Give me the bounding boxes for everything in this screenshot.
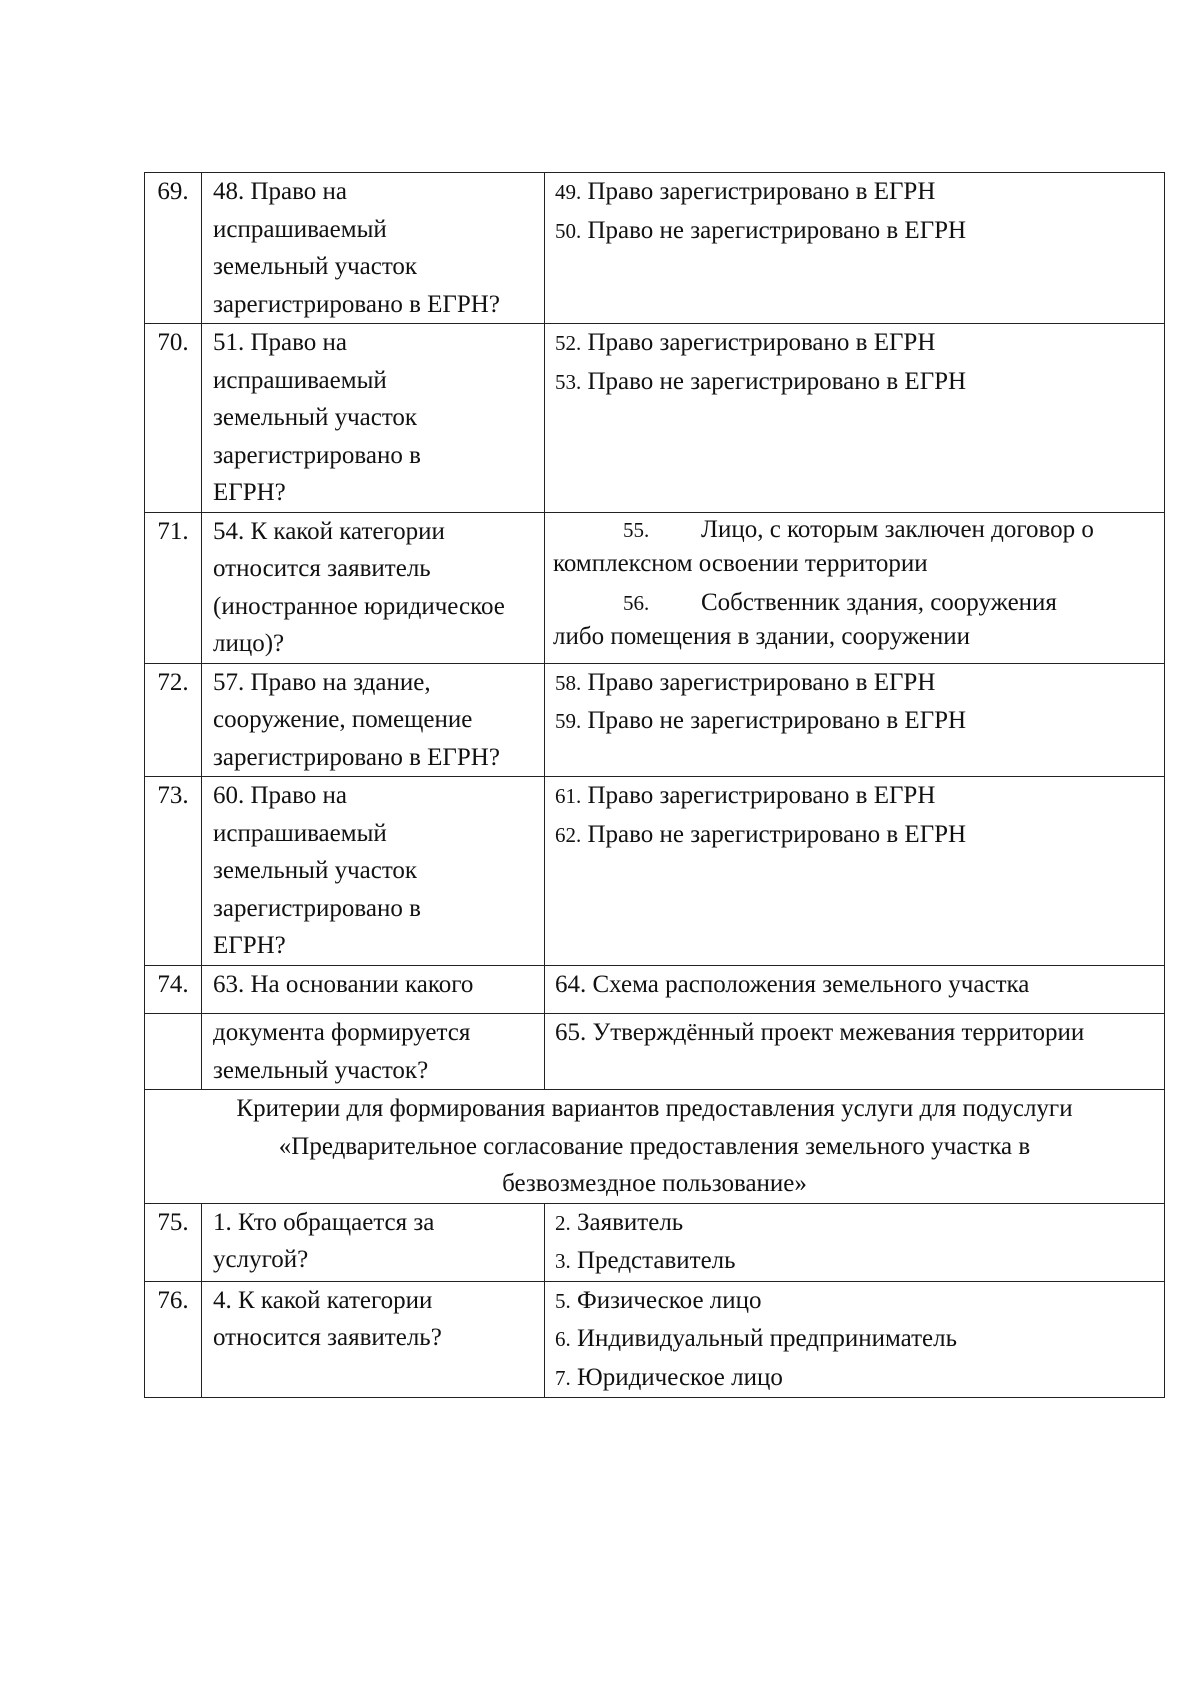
table-row: [145, 173, 1165, 324]
answer-option: [553, 513, 1160, 581]
question-line: сооружение, помещение: [213, 706, 473, 733]
question-line: земельный участок?: [213, 1056, 429, 1084]
answer-cell: [545, 324, 1165, 513]
row-number-empty: [145, 1014, 202, 1090]
criteria-table: [144, 172, 1165, 1398]
option-text-continued: комплексном освоении территории: [553, 549, 928, 577]
question-line: 60. Право на: [213, 782, 348, 809]
answer-option: [555, 1242, 1160, 1281]
answer-cell: [545, 965, 1165, 1014]
option-text: Физическое лицо: [577, 1286, 762, 1314]
option-text: Право не зарегистрировано в ЕГРН: [587, 216, 967, 244]
answer-option: [555, 1204, 1160, 1243]
row-number: 71.: [145, 512, 202, 663]
option-number: 2.: [555, 1210, 571, 1235]
option-number: 5.: [555, 1288, 571, 1313]
table-row: [145, 1203, 1165, 1281]
answer-option: 64. Схема расположения земельного участка: [555, 970, 1030, 998]
heading-line: Критерии для формирования вариантов предоставления услуги для подуслуги: [236, 1095, 1073, 1122]
answer-cell: [545, 512, 1165, 663]
question-line: зарегистрировано в: [213, 894, 421, 922]
option-text: Юридическое лицо: [577, 1363, 783, 1391]
table-row: [145, 777, 1165, 966]
answer-cell: [545, 1203, 1165, 1281]
option-number: 58.: [555, 670, 582, 695]
option-text: Право не зарегистрировано в ЕГРН: [587, 820, 967, 848]
answer-cell: [545, 173, 1165, 324]
option-text: Представитель: [577, 1247, 736, 1274]
row-number: 70.: [145, 324, 202, 513]
option-number: 50.: [555, 218, 582, 243]
question-cell: [202, 512, 545, 663]
option-number: 61.: [555, 784, 582, 808]
question-line: зарегистрировано в: [213, 441, 421, 469]
question-cell: [202, 324, 545, 513]
option-number: 7.: [555, 1365, 571, 1390]
answer-cell: [545, 777, 1165, 966]
table-row: [145, 663, 1165, 777]
answer-option: [555, 1359, 1160, 1398]
question-cell: [202, 965, 545, 1014]
question-line: относится заявитель?: [213, 1324, 442, 1351]
question-cell: [202, 173, 545, 324]
answer-cell: [545, 1014, 1165, 1090]
answer-option: [555, 816, 1160, 855]
table-row: [145, 965, 1165, 1014]
heading-line: безвозмездное пользование»: [502, 1170, 807, 1197]
answer-option: [555, 1282, 1160, 1321]
option-number: 6.: [555, 1327, 571, 1351]
option-text: Собственник здания, сооружения: [701, 588, 1057, 616]
option-text: Право зарегистрировано в ЕГРН: [587, 329, 936, 356]
row-number: 74.: [145, 965, 202, 1014]
question-cell: [202, 1281, 545, 1398]
option-number: 52.: [555, 331, 582, 355]
row-number: 75.: [145, 1203, 202, 1281]
question-line: 4. К какой категории: [213, 1286, 433, 1314]
question-line: (иностранное юридическое: [213, 592, 505, 620]
question-line: 54. К какой категории: [213, 517, 445, 545]
question-line: 48. Право на: [213, 178, 348, 205]
answer-option: [553, 586, 1160, 654]
question-line: ЕГРН?: [213, 479, 286, 506]
question-line: испрашиваемый: [213, 215, 387, 243]
question-line: испрашиваемый: [213, 366, 387, 394]
question-line: 57. Право на здание,: [213, 668, 431, 696]
question-line: документа формируется: [213, 1019, 471, 1046]
answer-option: 65. Утверждённый проект межевания территории: [555, 1019, 1085, 1046]
option-text: Право не зарегистрировано в ЕГРН: [587, 707, 967, 734]
option-text: Заявитель: [577, 1208, 684, 1236]
row-number: 69.: [145, 173, 202, 324]
question-cell: [202, 1014, 545, 1090]
option-number: 49.: [555, 180, 582, 204]
option-text-continued: либо помещения в здании, сооружении: [553, 622, 971, 650]
table-row: [145, 1281, 1165, 1398]
question-line: испрашиваемый: [213, 819, 387, 847]
question-line: лицо)?: [213, 630, 285, 657]
answer-cell: [545, 1281, 1165, 1398]
question-line: ЕГРН?: [213, 932, 286, 959]
option-number: 59.: [555, 709, 582, 733]
answer-option: [555, 212, 1160, 251]
option-text: Право зарегистрировано в ЕГРН: [587, 782, 936, 809]
option-number: 3.: [555, 1249, 571, 1273]
question-line: 63. На основании какого: [213, 970, 474, 998]
table-row: [145, 324, 1165, 513]
heading-line: «Предварительное согласование предоставления земельного участка в: [278, 1132, 1031, 1160]
answer-cell: [545, 663, 1165, 777]
answer-option: [555, 173, 1160, 212]
question-line: услугой?: [213, 1246, 309, 1273]
question-line: земельный участок: [213, 404, 418, 431]
option-number: 56.: [623, 590, 650, 615]
question-line: земельный участок: [213, 857, 418, 884]
option-text: Право не зарегистрировано в ЕГРН: [587, 367, 967, 395]
answer-option: [555, 363, 1160, 402]
table-row: [145, 1014, 1165, 1090]
question-line: 51. Право на: [213, 329, 348, 356]
option-text: Лицо, с которым заключен договор о: [701, 515, 1094, 543]
question-line: зарегистрировано в ЕГРН?: [213, 290, 500, 318]
option-text: Индивидуальный предприниматель: [577, 1325, 957, 1352]
row-number: 73.: [145, 777, 202, 966]
option-text: Право зарегистрировано в ЕГРН: [587, 668, 936, 696]
option-number: 55.: [623, 517, 650, 542]
option-text: Право зарегистрировано в ЕГРН: [587, 178, 936, 205]
question-line: земельный участок: [213, 253, 418, 280]
answer-option: [555, 324, 1160, 363]
question-cell: [202, 663, 545, 777]
section-heading-row: [145, 1090, 1165, 1204]
section-heading: [145, 1090, 1165, 1204]
question-cell: [202, 1203, 545, 1281]
question-cell: [202, 777, 545, 966]
question-line: относится заявитель: [213, 555, 431, 582]
row-number: 76.: [145, 1281, 202, 1398]
option-number: 62.: [555, 822, 582, 847]
row-number: 72.: [145, 663, 202, 777]
answer-option: [555, 702, 1160, 741]
question-line: 1. Кто обращается за: [213, 1208, 435, 1236]
table-row: [145, 512, 1165, 663]
answer-option: [555, 1320, 1160, 1359]
question-line: зарегистрировано в ЕГРН?: [213, 743, 500, 771]
option-number: 53.: [555, 369, 582, 394]
answer-option: [555, 777, 1160, 816]
answer-option: [555, 664, 1160, 703]
